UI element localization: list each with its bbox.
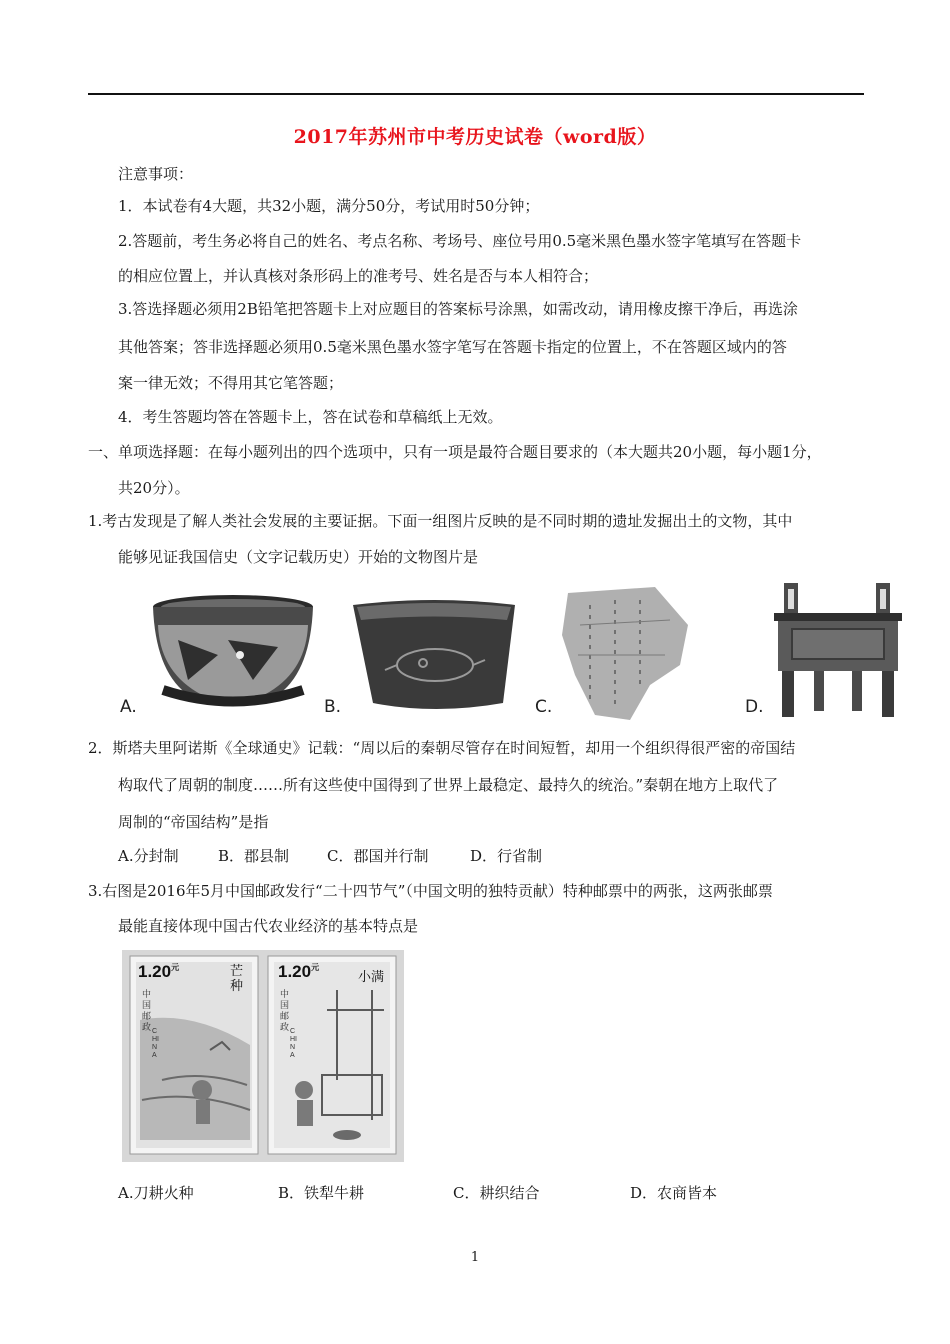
stamp2-name: 小满: [358, 970, 385, 985]
note-3-line-2: 其他答案；答非选择题必须用0.5毫米黑色墨水签字笔写在答题卡指定的位置上，不在答题区域内的答: [118, 338, 787, 356]
q2-option-a: A.分封制: [118, 847, 179, 865]
stamp1-value: 1.20: [138, 962, 172, 981]
q3-option-a: A.刀耕火种: [118, 1184, 194, 1202]
stamp2-country: 中国邮政: [280, 990, 290, 1033]
note-1: 1．本试卷有4大题，共32小题，满分50分，考试用时50分钟；: [118, 197, 540, 215]
q3-option-d: D．农商皆本: [630, 1184, 718, 1202]
q2-line-3: 周制的“帝国结构”是指: [118, 813, 269, 831]
note-2-line-1: 2.答题前，考生务必将自己的姓名、考点名称、考场号、座位号用0.5毫米黑色墨水签字笔填写在答题卡: [118, 232, 802, 250]
q1-line-2: 能够见证我国信史（文字记载历史）开始的文物图片是: [118, 548, 479, 566]
q2-line-2: 构取代了周朝的制度……所有这些使中国得到了世界上最稳定、最持久的统治。”秦朝在地方上取代了: [118, 776, 779, 794]
artifact-bronze-ding: [768, 577, 908, 720]
q1-label-b: B.: [324, 697, 342, 717]
stamp1-unit: 元: [171, 963, 180, 972]
q1-label-c: C.: [535, 697, 553, 717]
note-3-line-1: 3.答选择题必须用2B铅笔把答题卡上对应题目的答案标号涂黑，如需改动，请用橡皮擦干净后，再选涂: [118, 300, 798, 318]
q2-option-b: B．郡县制: [218, 847, 290, 865]
section1-line-2: 共20分）。: [118, 479, 190, 497]
notes-heading: 注意事项：: [118, 165, 194, 183]
stamps-image: [122, 950, 404, 1162]
q1-label-d: D.: [745, 697, 764, 717]
stamp2-unit: 元: [311, 963, 320, 972]
q2-line-1: 2．斯塔夫里阿诺斯《全球通史》记载：“周以后的秦朝尽管存在时间短暂，却用一个组织得很严密的帝国结: [88, 739, 796, 757]
q1-line-1: 1.考古发现是了解人类社会发展的主要证据。下面一组图片反映的是不同时期的遗址发掘出土的文物，其中: [88, 512, 793, 530]
stamp1-country: 中国邮政: [142, 990, 152, 1033]
q3-line-2: 最能直接体现中国古代农业经济的基本特点是: [118, 917, 419, 935]
q3-line-1: 3.右图是2016年5月中国邮政发行“二十四节气”（中国文明的独特贡献）特种邮票中的两张，这两张邮票: [88, 882, 773, 900]
artifact-carved-black-pottery: [345, 595, 520, 720]
header-rule: [88, 93, 864, 95]
page-title: 2017年苏州市中考历史试卷（word版）: [293, 126, 657, 148]
q2-option-c: C．郡国并行制: [327, 847, 429, 865]
q3-option-b: B．铁犁牛耕: [278, 1184, 365, 1202]
stamp2-latin: CHINA: [290, 1028, 297, 1059]
section1-line-1: 一、单项选择题：在每小题列出的四个选项中，只有一项是最符合题目要求的（本大题共20小题，每小题1分，: [88, 443, 822, 461]
stamp1-latin: CHINA: [152, 1028, 159, 1059]
artifact-painted-pottery-basin: [118, 585, 318, 720]
stamp2-value: 1.20: [278, 962, 312, 981]
artifact-oracle-bone: [560, 585, 690, 720]
note-4: 4．考生答题均答在答题卡上，答在试卷和草稿纸上无效。: [118, 408, 503, 426]
stamp1-name: 芒种: [230, 964, 244, 994]
note-2-line-2: 的相应位置上，并认真核对条形码上的准考号、姓名是否与本人相符合；: [118, 267, 599, 285]
page-number: 1: [470, 1250, 480, 1265]
note-3-line-3: 案一律无效；不得用其它笔答题；: [118, 374, 344, 392]
q2-option-d: D．行省制: [470, 847, 543, 865]
q1-label-a: A.: [120, 697, 137, 717]
q3-option-c: C．耕织结合: [453, 1184, 540, 1202]
